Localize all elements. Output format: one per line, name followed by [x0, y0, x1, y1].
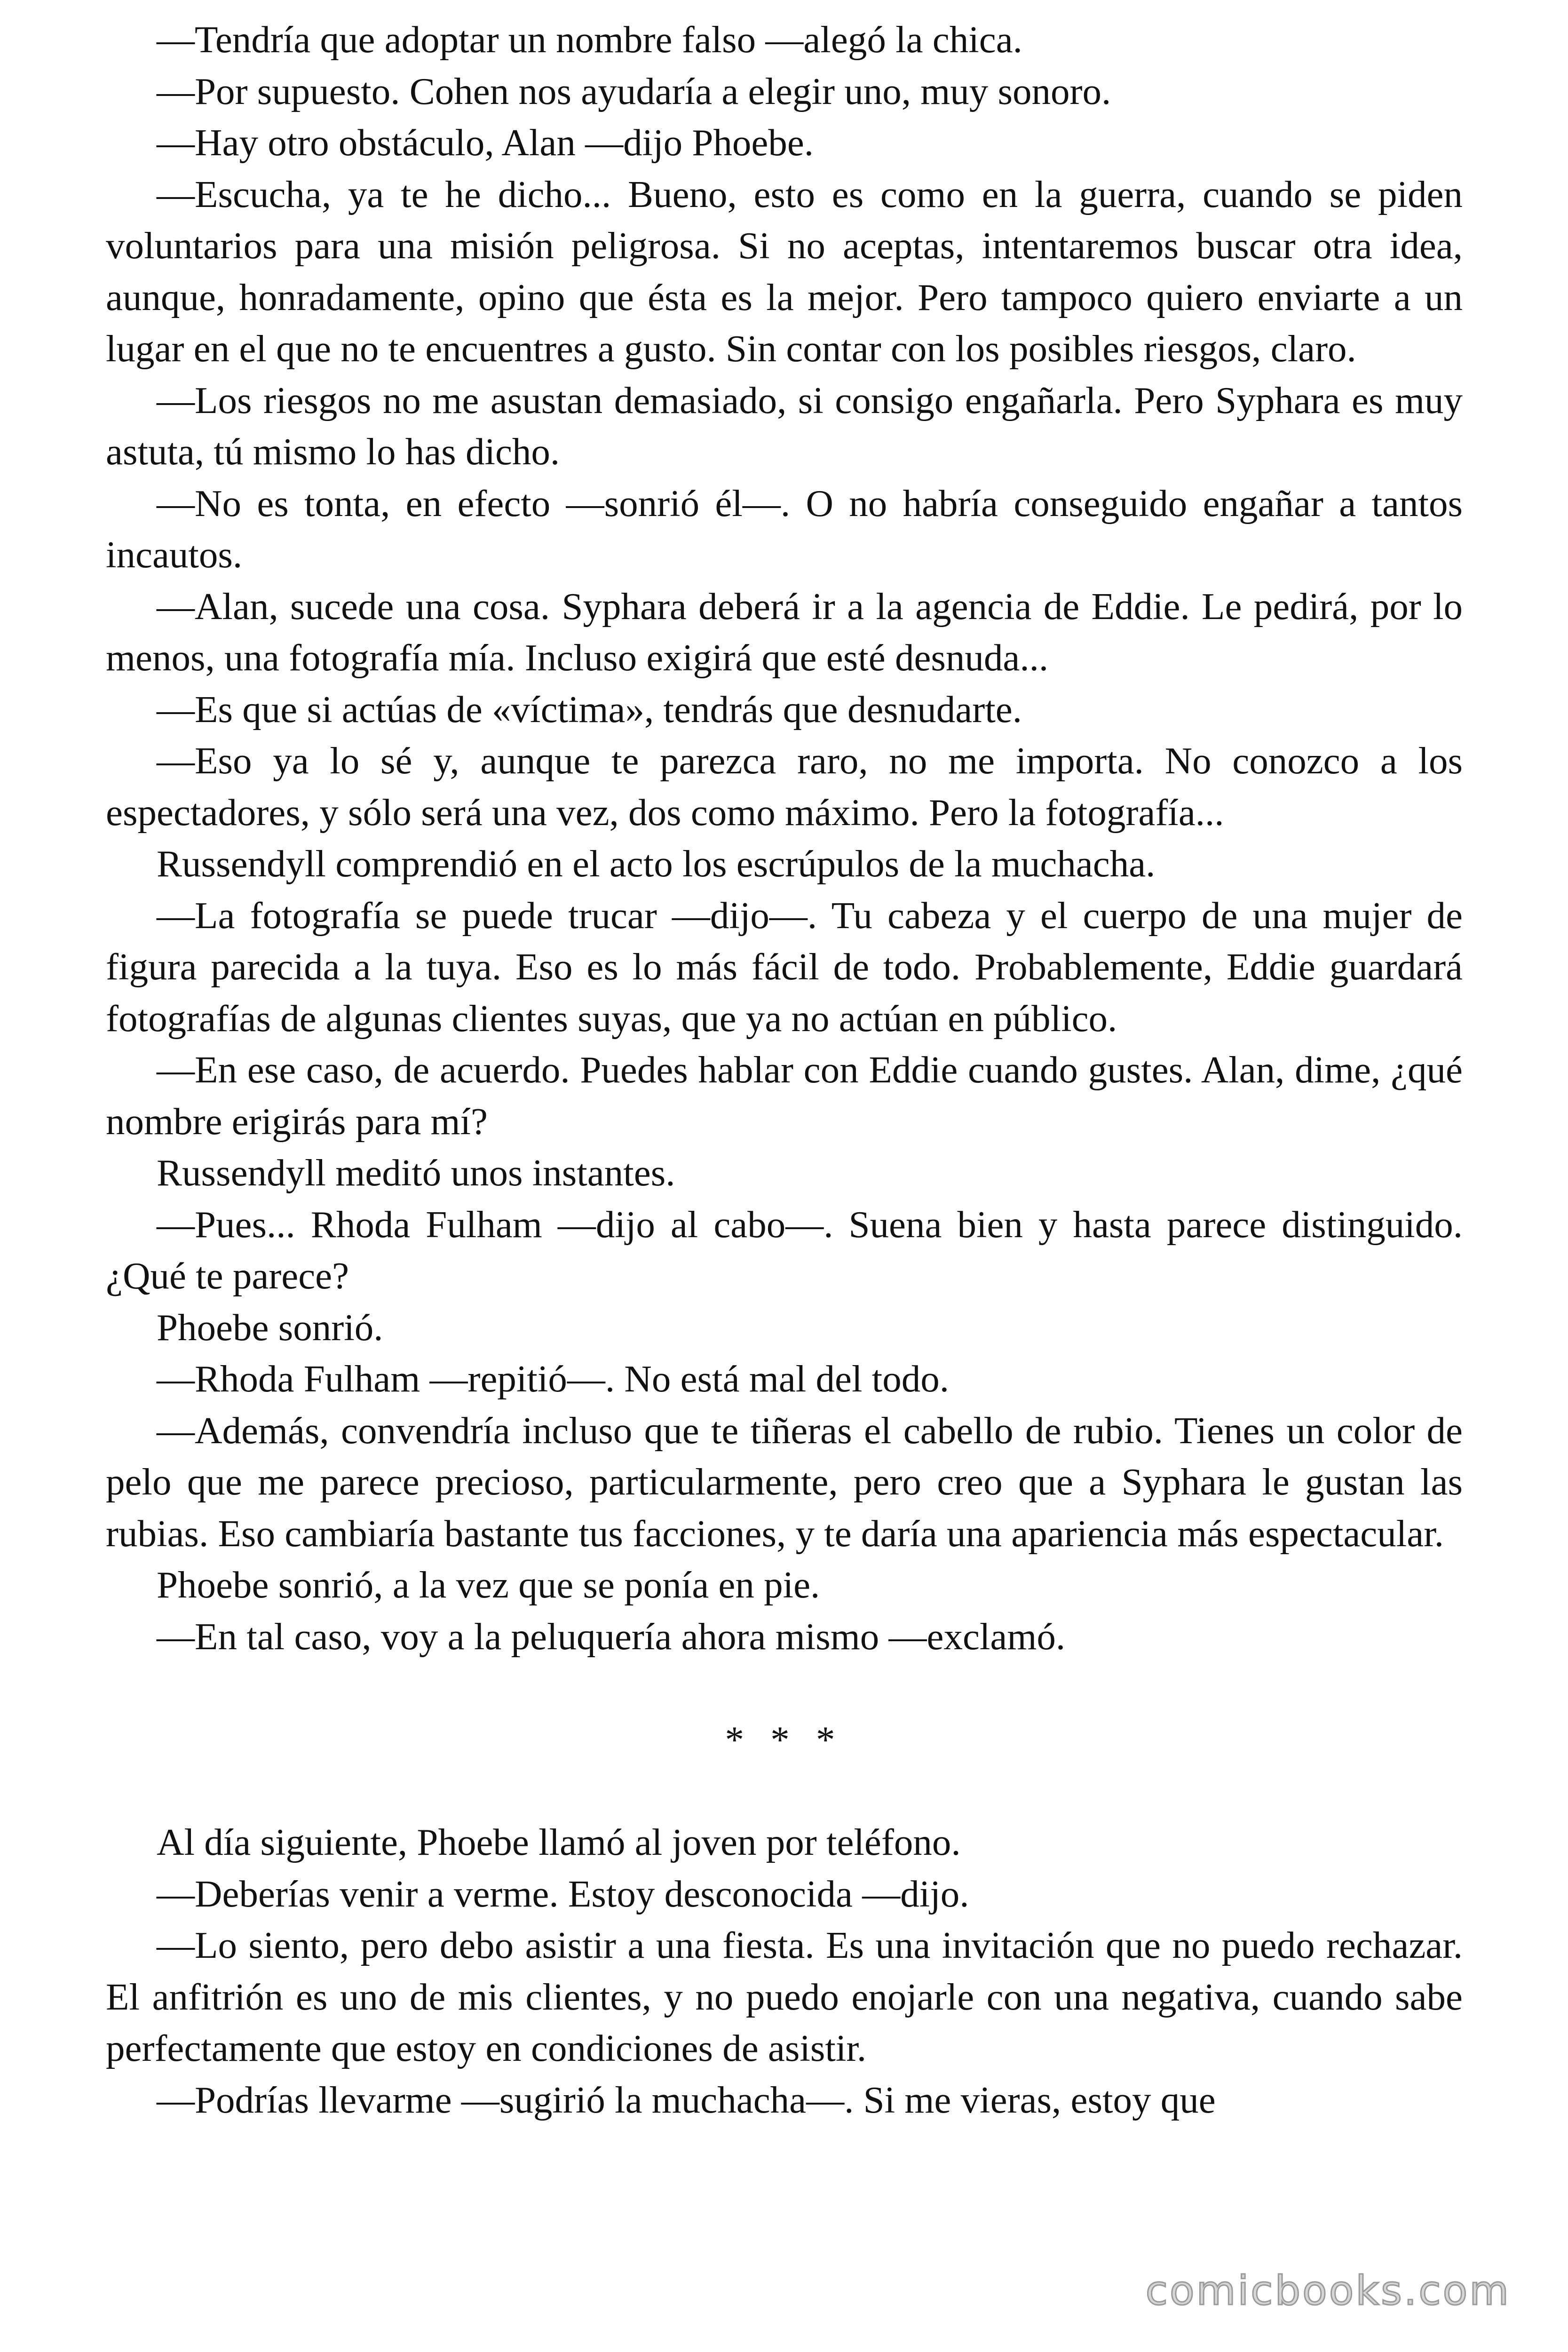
watermark: comicbooks.com	[1145, 2267, 1511, 2314]
section-break: * * *	[725, 1718, 844, 1761]
paragraph: —Los riesgos no me asustan demasiado, si consigo engañarla. Pero Syphara es muy astuta, tú mismo lo has dicho.	[106, 379, 1463, 473]
paragraph: —Rhoda Fulham —repitió—. No está mal del todo.	[157, 1358, 950, 1400]
paragraph: —Tendría que adoptar un nombre falso —alegó la chica.	[157, 18, 1022, 61]
paragraph: —Por supuesto. Cohen nos ayudaría a elegir uno, muy sonoro.	[157, 70, 1111, 112]
paragraph: —Hay otro obstáculo, Alan —dijo Phoebe.	[157, 121, 814, 164]
body-text	[106, 14, 1463, 2126]
paragraph: —Pues... Rhoda Fulham —dijo al cabo—. Suena bien y hasta parece distinguido. ¿Qué te parece?	[106, 1203, 1463, 1297]
paragraph: —Deberías venir a verme. Estoy desconocida —dijo.	[157, 1872, 969, 1915]
paragraph: Russendyll meditó unos instantes.	[157, 1152, 675, 1194]
paragraph: Phoebe sonrió.	[157, 1306, 383, 1349]
paragraph: —Además, convendría incluso que te tiñeras el cabello de rubio. Tienes un color de pelo que me parece precioso, particularmente, pero creo que a Syphara le gustan las rubias. Eso cambiaría bastante tus facciones, y te daría una apariencia más espectacular.	[106, 1409, 1463, 1555]
paragraph: —Es que si actúas de «víctima», tendrás que desnudarte.	[157, 688, 1022, 731]
paragraph: —Alan, sucede una cosa. Syphara deberá ir a la agencia de Eddie. Le pedirá, por lo menos, una fotografía mía. Incluso exigirá que esté desnuda...	[106, 585, 1463, 679]
paragraph: Russendyll comprendió en el acto los escrúpulos de la muchacha.	[157, 842, 1156, 885]
paragraph: Phoebe sonrió, a la vez que se ponía en pie.	[157, 1564, 820, 1606]
paragraph: —Escucha, ya te he dicho... Bueno, esto es como en la guerra, cuando se piden voluntarios para una misión peligrosa. Si no aceptas, intentaremos buscar otra idea, aunque, honradamente, opino que ésta es la mejor. Pero tampoco quiero enviarte a un lugar en el que no te encuentres a gusto. Sin contar con los posibles riesgos, claro.	[106, 173, 1463, 370]
paragraph: —Eso ya lo sé y, aunque te parezca raro, no me importa. No conozco a los espectadores, y sólo será una vez, dos como máximo. Pero la fotografía...	[106, 739, 1463, 834]
paragraph: —En tal caso, voy a la peluquería ahora mismo —exclamó.	[157, 1615, 1066, 1658]
paragraph: Al día siguiente, Phoebe llamó al joven por teléfono.	[157, 1821, 961, 1863]
paragraph: —No es tonta, en efecto —sonrió él—. O no habría conseguido engañar a tantos incautos.	[106, 482, 1463, 576]
paragraph: —Lo siento, pero debo asistir a una fiesta. Es una invitación que no puedo rechazar. El anfitrión es uno de mis clientes, y no puedo enojarle con una negativa, cuando sabe perfectamente que estoy en condiciones de asistir.	[106, 1924, 1463, 2069]
paragraph: —En ese caso, de acuerdo. Puedes hablar con Eddie cuando gustes. Alan, dime, ¿qué nombre erigirás para mí?	[106, 1049, 1463, 1143]
paragraph: —Podrías llevarme —sugirió la muchacha—. Si me vieras, estoy que	[157, 2078, 1216, 2121]
paragraph: —La fotografía se puede trucar —dijo—. Tu cabeza y el cuerpo de una mujer de figura parecida a la tuya. Eso es lo más fácil de todo. Probablemente, Eddie guardará fotografías de algunas clientes suyas, que ya no actúan en público.	[106, 894, 1463, 1040]
